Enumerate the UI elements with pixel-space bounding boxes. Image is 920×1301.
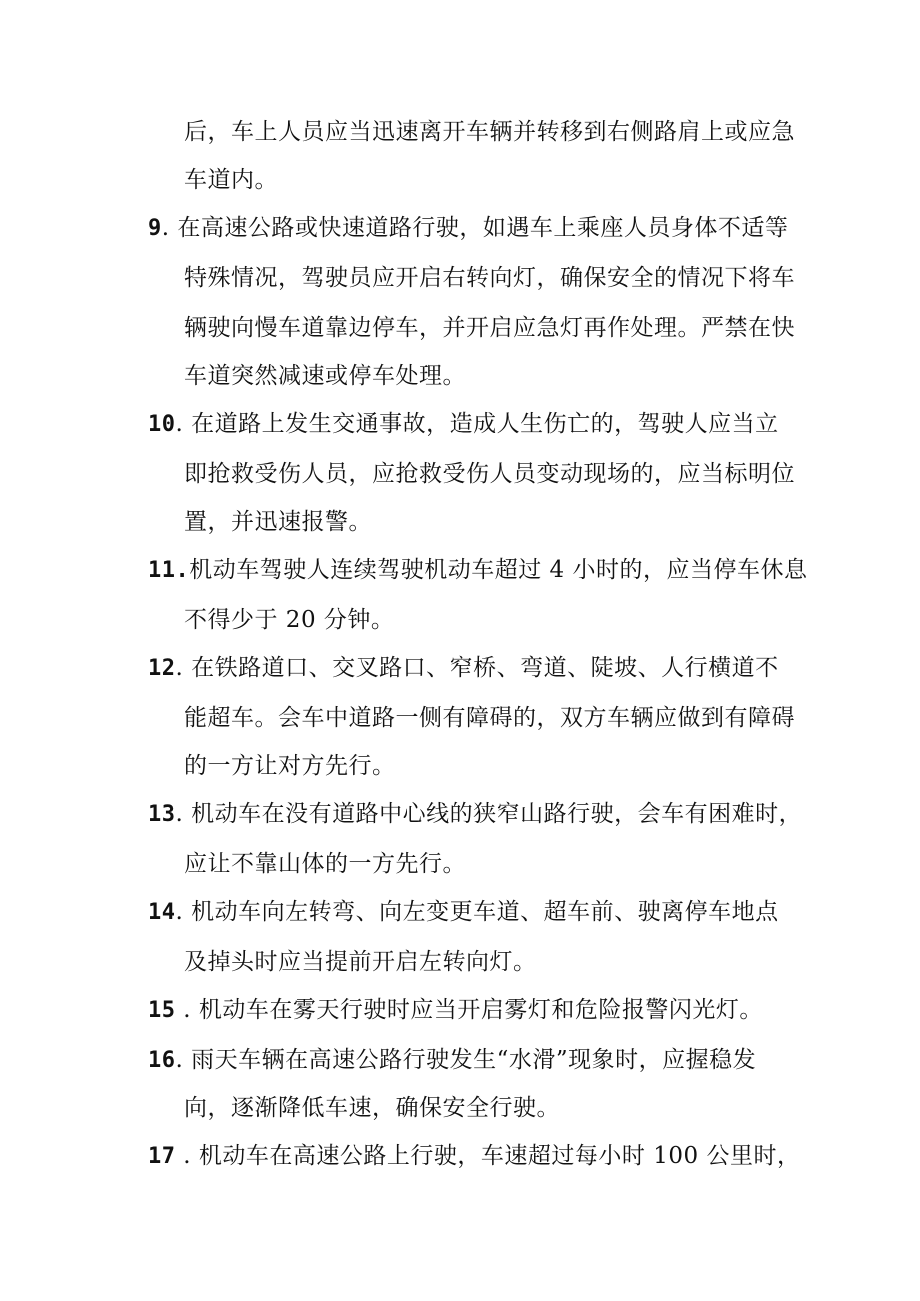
item-number: 10 [148,412,176,437]
text-line: 车道内。 [184,167,278,193]
text-line: 的一方让对方先行。 [184,753,396,779]
text-line: 及掉头时应当提前开启左转向灯。 [184,949,537,975]
list-item-9: 9. 在高速公路或快速道路行驶，如遇车上乘座人员身体不适等 [148,213,788,244]
item-number: 13 [148,802,176,827]
list-item-17: 17 . 机动车在高速公路上行驶，车速超过每小时 100 公里时， [148,1141,800,1172]
item-number: 11. [148,558,190,583]
text-line: 不得少于 20 分钟。 [184,607,395,633]
item-number: 14 [148,900,176,925]
list-item-11: 11.机动车驾驶人连续驾驶机动车超过 4 小时的，应当停车休息 [148,555,808,586]
text-line: 即抢救受伤人员，应抢救受伤人员变动现场的，应当标明位 [184,461,795,487]
text-line: 向，逐渐降低车速，确保安全行驶。 [184,1095,560,1121]
text-line: 能超车。会车中道路一侧有障碍的，双方车辆应做到有障碍 [184,705,795,731]
list-item-12: 12. 在铁路道口、交叉路口、窄桥、弯道、陡坡、人行横道不 [148,653,779,684]
item-number: 15 [148,998,176,1023]
item-number: 17 [148,1144,176,1169]
list-item-15: 15 . 机动车在雾天行驶时应当开启雾灯和危险报警闪光灯。 [148,995,763,1026]
item-number: 16 [148,1048,176,1073]
text-line: 应让不靠山体的一方先行。 [184,851,466,877]
text-line: 特殊情况，驾驶员应开启右转向灯，确保安全的情况下将车 [184,265,795,291]
item-number: 9 [148,216,162,241]
text-line: 置，并迅速报警。 [184,509,372,535]
list-item-14: 14. 机动车向左转弯、向左变更车道、超车前、驶离停车地点 [148,897,779,928]
list-item-13: 13. 机动车在没有道路中心线的狭窄山路行驶，会车有困难时， [148,799,802,830]
text-line: 车道突然减速或停车处理。 [184,363,466,389]
text-line: 辆驶向慢车道靠边停车，并开启应急灯再作处理。严禁在快 [184,315,795,341]
list-item-10: 10. 在道路上发生交通事故，造成人生伤亡的，驾驶人应当立 [148,409,779,440]
item-number: 12 [148,656,176,681]
list-item-16: 16. 雨天车辆在高速公路行驶发生“水滑”现象时，应握稳发 [148,1045,756,1076]
text-line: 后，车上人员应当迅速离开车辆并转移到右侧路肩上或应急 [184,119,795,145]
